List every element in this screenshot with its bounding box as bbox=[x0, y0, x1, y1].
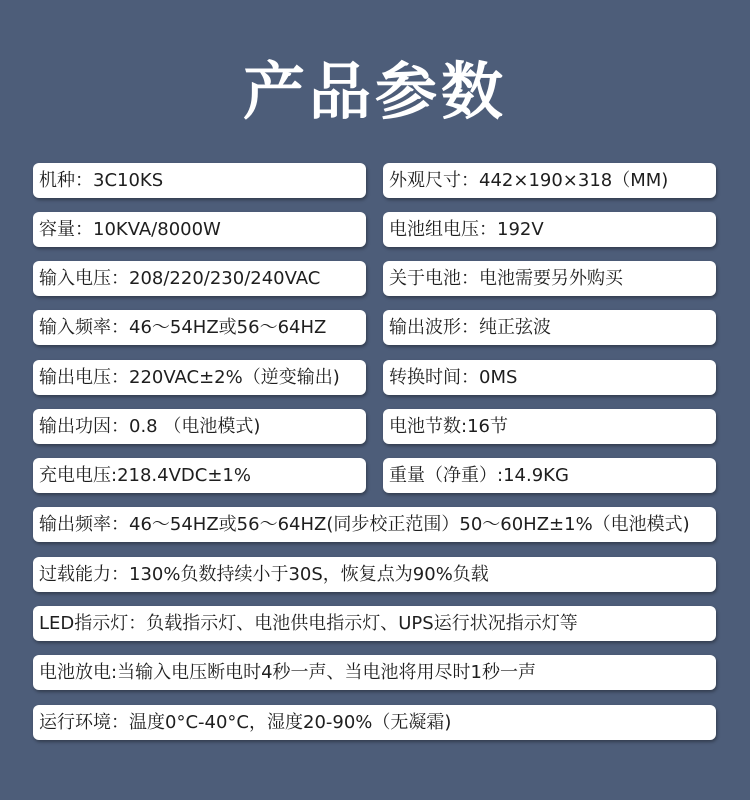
spec-charge-voltage: 充电电压:218.4VDC±1% bbox=[33, 458, 366, 493]
spec-battery-count: 电池节数:16节 bbox=[383, 409, 716, 444]
spec-overload: 过载能力：130%负数持续小于30S，恢复点为90%负载 bbox=[33, 557, 716, 592]
spec-power-factor: 输出功因：0.8 （电池模式) bbox=[33, 409, 366, 444]
spec-output-waveform: 输出波形：纯正弦波 bbox=[383, 310, 716, 345]
spec-environment: 运行环境：温度0°C-40°C，湿度20-90%（无凝霜) bbox=[33, 705, 716, 740]
spec-dimensions: 外观尺寸：442×190×318（MM) bbox=[383, 163, 716, 198]
spec-led-indicators: LED指示灯：负载指示灯、电池供电指示灯、UPS运行状况指示灯等 bbox=[33, 606, 716, 641]
spec-input-voltage: 输入电压：208/220/230/240VAC bbox=[33, 261, 366, 296]
spec-output-voltage: 输出电压：220VAC±2%（逆变输出) bbox=[33, 360, 366, 395]
spec-battery-discharge: 电池放电:当输入电压断电时4秒一声、当电池将用尽时1秒一声 bbox=[33, 655, 716, 690]
spec-model: 机种：3C10KS bbox=[33, 163, 366, 198]
page-title: 产品参数 bbox=[242, 55, 507, 128]
spec-transfer-time: 转换时间：0MS bbox=[383, 360, 716, 395]
spec-capacity: 容量：10KVA/8000W bbox=[33, 212, 366, 247]
spec-input-frequency: 输入频率：46～54HZ或56～64HZ bbox=[33, 310, 366, 345]
spec-output-frequency: 输出频率：46～54HZ或56～64HZ(同步校正范围）50～60HZ±1%（电池模式) bbox=[33, 507, 716, 542]
spec-weight: 重量（净重）:14.9KG bbox=[383, 458, 716, 493]
spec-battery-voltage: 电池组电压：192V bbox=[383, 212, 716, 247]
spec-about-battery: 关于电池：电池需要另外购买 bbox=[383, 261, 716, 296]
